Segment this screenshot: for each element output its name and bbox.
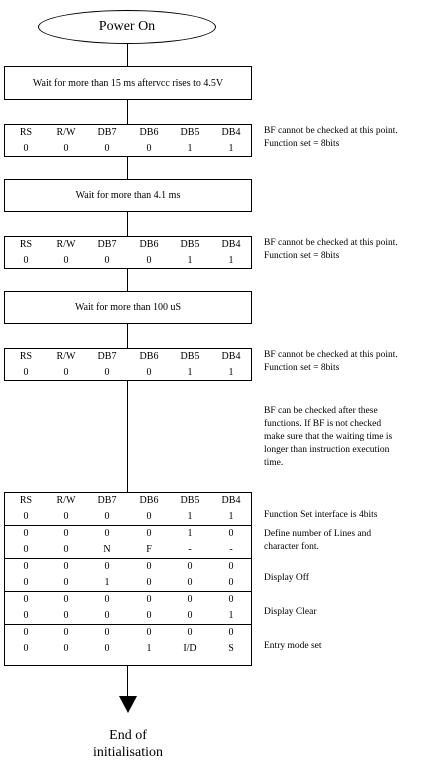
bit-cell: R/W: [56, 239, 76, 250]
note-line: Function set = 8bits: [264, 139, 340, 149]
bit-cell: 0: [104, 561, 110, 572]
value-row: [5, 575, 251, 591]
bit-cell: -: [188, 544, 192, 555]
bit-cell: DB5: [180, 351, 200, 362]
bit-cell: 1: [228, 143, 234, 154]
bit-cell: 0: [63, 511, 69, 522]
bit-cell: -: [229, 544, 233, 555]
wait-box-1: [4, 66, 252, 100]
command-table-2: [4, 236, 252, 269]
bit-cell: 0: [23, 511, 29, 522]
bit-cell: 0: [187, 561, 193, 572]
bit-cell: RS: [19, 127, 33, 138]
bit-cell: 0: [146, 627, 152, 638]
bit-cell: 0: [146, 577, 152, 588]
bit-cell: 0: [104, 627, 110, 638]
bit-cell: 0: [104, 367, 110, 378]
bit-cell: 0: [23, 544, 29, 555]
value-row: [5, 641, 251, 657]
bit-cell: 0: [104, 143, 110, 154]
bit-cell: 0: [23, 643, 29, 654]
bit-cell: 0: [104, 643, 110, 654]
bit-cell: 0: [146, 610, 152, 621]
bit-cell: 0: [104, 528, 110, 539]
bit-cell: 0: [23, 561, 29, 572]
group-note: [264, 606, 426, 619]
bit-cell: 0: [23, 528, 29, 539]
wait-label: Wait for more than 4.1 ms: [75, 190, 181, 201]
bit-cell: DB6: [139, 127, 159, 138]
bit-cell: 0: [63, 643, 69, 654]
wait-label: Wait for more than 15 ms aftervcc rises to 4.5V: [32, 77, 224, 89]
bit-cell: DB6: [139, 495, 159, 506]
bit-cell: 0: [228, 594, 234, 605]
bit-cell: 1: [187, 528, 193, 539]
final-command-table: [4, 492, 252, 666]
bit-cell: 0: [63, 577, 69, 588]
note-line: Display Clear: [264, 607, 317, 617]
bit-cell: 0: [104, 255, 110, 266]
bit-cell: 0: [187, 594, 193, 605]
bit-cell: DB4: [221, 495, 241, 506]
header-row: [5, 237, 251, 253]
bit-cell: 0: [228, 627, 234, 638]
bit-cell: 0: [146, 594, 152, 605]
connector-line: [127, 324, 128, 348]
note-line: functions. If BF is not checked: [264, 419, 382, 429]
command-note-1: [264, 125, 426, 151]
bit-cell: DB5: [180, 239, 200, 250]
bit-cell: RS: [19, 495, 33, 506]
note-line: Entry mode set: [264, 641, 322, 651]
bit-cell: 0: [23, 610, 29, 621]
value-row: [5, 141, 251, 157]
bit-cell: RS: [19, 239, 33, 250]
bit-cell: 0: [104, 594, 110, 605]
bit-cell: 0: [23, 577, 29, 588]
bit-cell: 0: [63, 367, 69, 378]
connector-line: [127, 157, 128, 179]
bit-cell: N: [103, 544, 111, 555]
header-row: [5, 349, 251, 365]
bit-cell: 1: [228, 255, 234, 266]
bit-cell: 1: [187, 143, 193, 154]
command-group: [5, 558, 251, 591]
bit-cell: I/D: [183, 643, 197, 654]
note-line: Function set = 8bits: [264, 363, 340, 373]
bit-cell: 1: [228, 511, 234, 522]
note-line: time.: [264, 458, 284, 468]
bit-cell: DB5: [180, 127, 200, 138]
command-group: [5, 525, 251, 558]
bit-cell: 0: [104, 511, 110, 522]
bit-cell: DB7: [97, 495, 117, 506]
bit-cell: 0: [146, 143, 152, 154]
bit-cell: DB4: [221, 127, 241, 138]
arrow-down-icon: [119, 696, 137, 714]
bit-cell: DB7: [97, 351, 117, 362]
note-line: make sure that the waiting time is: [264, 432, 393, 442]
bit-cell: 0: [63, 255, 69, 266]
command-group: [5, 509, 251, 525]
bit-cell: R/W: [56, 351, 76, 362]
bit-cell: S: [228, 643, 234, 654]
bit-cell: 1: [104, 577, 110, 588]
connector-line: [127, 666, 128, 698]
group-note: [264, 572, 426, 585]
bit-cell: 0: [63, 610, 69, 621]
group-note: [264, 528, 426, 554]
note-line: Display Off: [264, 573, 309, 583]
command-group: [5, 591, 251, 624]
bit-cell: R/W: [56, 495, 76, 506]
end-line: initialisation: [93, 745, 163, 760]
note-line: longer than instruction execution: [264, 445, 390, 455]
connector-line: [127, 212, 128, 236]
bit-cell: 0: [146, 511, 152, 522]
bit-cell: 0: [146, 528, 152, 539]
header-row: [5, 493, 251, 509]
bit-cell: 0: [63, 544, 69, 555]
bit-cell: 0: [63, 143, 69, 154]
bit-cell: 0: [104, 610, 110, 621]
bit-cell: 1: [146, 643, 152, 654]
bit-cell: 0: [23, 367, 29, 378]
bit-cell: 0: [187, 610, 193, 621]
value-row: [5, 253, 251, 269]
bit-cell: 0: [63, 561, 69, 572]
value-row: [5, 559, 251, 575]
bit-cell: RS: [19, 351, 33, 362]
bit-cell: 0: [63, 627, 69, 638]
value-row: [5, 608, 251, 624]
note-line: BF cannot be checked at this point.: [264, 238, 398, 248]
group-note: [264, 640, 426, 653]
wait-label: Wait for more than 100 uS: [74, 302, 182, 313]
bit-cell: 0: [228, 577, 234, 588]
bit-cell: 0: [146, 255, 152, 266]
bit-cell: 0: [228, 528, 234, 539]
bit-cell: R/W: [56, 127, 76, 138]
bit-cell: 0: [228, 561, 234, 572]
command-note-2: [264, 237, 426, 263]
bit-cell: 0: [146, 367, 152, 378]
value-row: [5, 625, 251, 641]
connector-line: [127, 100, 128, 124]
bit-cell: 0: [187, 577, 193, 588]
note-line: BF can be checked after these: [264, 406, 378, 416]
wait-box-3: [4, 291, 252, 324]
bit-cell: 0: [23, 594, 29, 605]
bit-cell: DB5: [180, 495, 200, 506]
bf-note: [264, 405, 426, 470]
end-label: [80, 727, 176, 761]
bit-cell: DB7: [97, 127, 117, 138]
value-row: [5, 365, 251, 381]
bit-cell: DB4: [221, 351, 241, 362]
note-line: BF cannot be checked at this point.: [264, 350, 398, 360]
connector-line: [127, 44, 128, 66]
bit-cell: 0: [23, 627, 29, 638]
command-table-1: [4, 124, 252, 157]
bit-cell: DB6: [139, 239, 159, 250]
note-line: Define number of Lines and: [264, 529, 372, 539]
value-row: [5, 542, 251, 558]
start-oval: [38, 10, 216, 44]
connector-line: [127, 381, 128, 492]
command-group: [5, 624, 251, 657]
bit-cell: 0: [63, 528, 69, 539]
start-label: Power On: [98, 19, 156, 34]
bit-cell: F: [146, 544, 152, 555]
note-line: BF cannot be checked at this point.: [264, 126, 398, 136]
header-row: [5, 125, 251, 141]
bit-cell: 0: [23, 255, 29, 266]
end-line: End of: [109, 728, 147, 743]
bit-cell: 1: [187, 511, 193, 522]
value-row: [5, 509, 251, 525]
bit-cell: 1: [228, 367, 234, 378]
bit-cell: DB4: [221, 239, 241, 250]
note-line: character font.: [264, 542, 319, 552]
wait-box-2: [4, 179, 252, 212]
note-line: Function set = 8bits: [264, 251, 340, 261]
bit-cell: 0: [23, 143, 29, 154]
bit-cell: 0: [187, 627, 193, 638]
group-note: [264, 509, 426, 522]
value-row: [5, 526, 251, 542]
note-line: Function Set interface is 4bits: [264, 510, 378, 520]
command-table-3: [4, 348, 252, 381]
bit-cell: DB6: [139, 351, 159, 362]
bit-cell: 1: [187, 367, 193, 378]
bit-cell: 1: [228, 610, 234, 621]
value-row: [5, 592, 251, 608]
command-note-3: [264, 349, 426, 375]
bit-cell: DB7: [97, 239, 117, 250]
connector-line: [127, 269, 128, 291]
bit-cell: 1: [187, 255, 193, 266]
bit-cell: 0: [146, 561, 152, 572]
bit-cell: 0: [63, 594, 69, 605]
